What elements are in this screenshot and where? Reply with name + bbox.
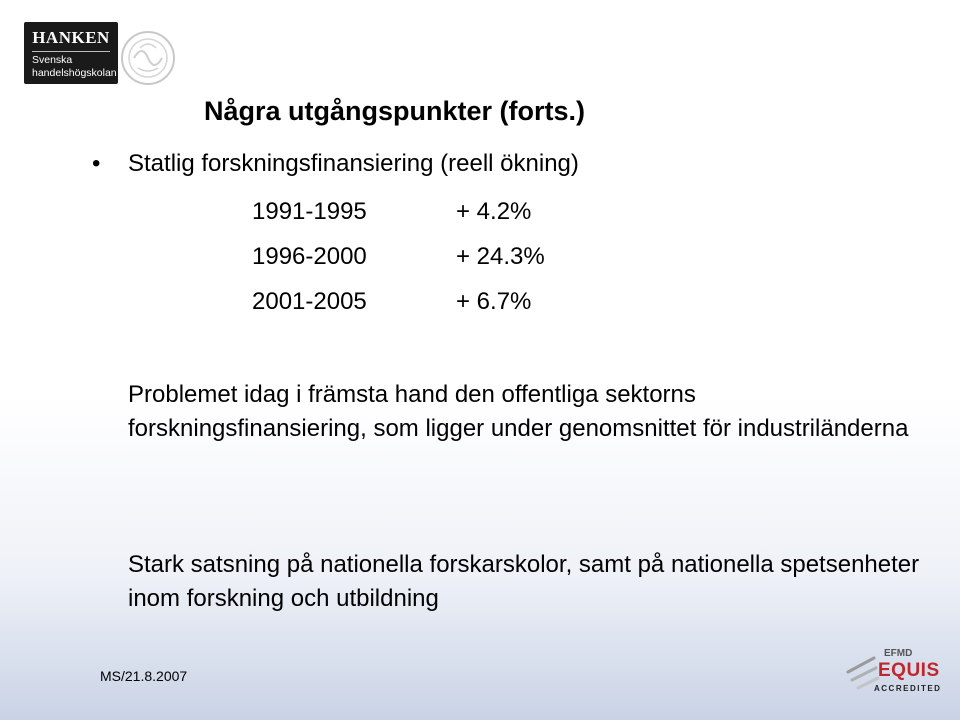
footer-date: MS/21.8.2007: [100, 668, 188, 684]
bullet-text: Statlig forskningsfinansiering (reell ökning): [128, 150, 579, 177]
period-change: + 4.2%: [456, 198, 532, 225]
slide-title: Några utgångspunkter (forts.): [204, 96, 586, 126]
period-change: + 6.7%: [456, 288, 532, 315]
equis-status: ACCREDITED: [874, 684, 942, 693]
period-label: 1991-1995: [252, 198, 367, 225]
equis-name: EQUIS: [878, 660, 940, 681]
logo-divider: [32, 51, 110, 52]
equis-accreditation-logo: [844, 638, 944, 700]
logo-name: HANKEN: [32, 28, 110, 47]
logo-line-2: handelshögskolan: [32, 67, 117, 79]
bullet-dot-icon: •: [92, 150, 101, 177]
paragraph-initiative: Stark satsning på nationella forskarskolor, samt på nationella spetsenheter inom forskning och utbildning: [128, 551, 920, 612]
hanken-logo: [24, 22, 118, 84]
period-label: 2001-2005: [252, 288, 367, 315]
logo-line-1: Svenska: [32, 54, 73, 66]
equis-org: EFMD: [884, 648, 913, 659]
paragraph-problem: Problemet idag i främsta hand den offentliga sektorns forskningsfinansiering, som ligger under genomsnittet för industriländerna: [128, 381, 909, 442]
period-change: + 24.3%: [456, 243, 545, 270]
hanken-seal-icon: [118, 22, 178, 98]
period-label: 1996-2000: [252, 243, 367, 270]
